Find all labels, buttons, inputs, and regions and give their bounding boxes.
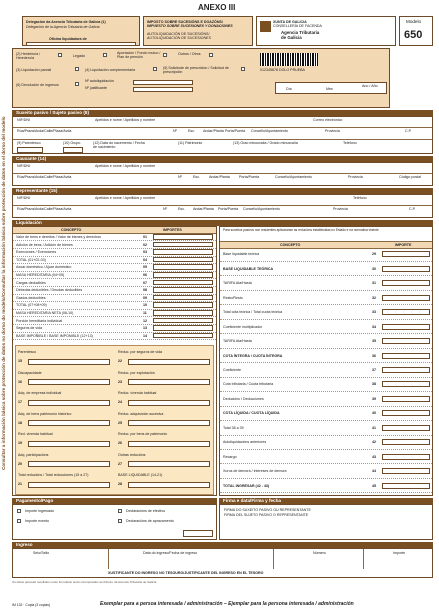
liq-right-row-label: TOTAL INGRESAR (42 - 43) xyxy=(223,483,270,488)
reduction-label: Discapacidade xyxy=(18,370,42,375)
liq-right-row-code: 36 xyxy=(372,353,376,358)
date-box[interactable] xyxy=(275,82,387,94)
liq-left-row-code: 07 xyxy=(143,280,147,285)
liq-right-row-label: Total 38 a 39 xyxy=(223,425,244,430)
reduction-input[interactable] xyxy=(28,482,110,488)
xunta-sub-3: de Galicia xyxy=(281,35,302,40)
liq-right-row xyxy=(220,290,432,305)
reduction-label: Reduc. por explotación xyxy=(118,370,155,375)
liq-right-row-label: BASE LIQUIDABLE TEÓRICA xyxy=(223,266,274,271)
reduction-input[interactable] xyxy=(128,482,210,488)
subject-phone-label: Teléfono xyxy=(343,141,357,145)
liq-right-row-label: Recargo xyxy=(223,454,237,459)
reduction-code: 27 xyxy=(118,461,122,466)
liq-right-row-input[interactable] xyxy=(382,338,430,344)
liq-left-row-label: Axuar doméstico / Ajuar doméstico xyxy=(16,265,72,270)
subject-esc-label: Esc. xyxy=(188,129,195,133)
tax-line-2: IMPUESTO SOBRE SUCESIONES Y DONACIONES xyxy=(147,24,233,28)
subject-group-input[interactable] xyxy=(63,147,83,153)
subject-num-label: Nº xyxy=(173,129,177,133)
option-partial-checkbox[interactable] xyxy=(75,67,79,71)
subject-street-label: Rúa/Praza/Avda/Calle/Plaza/Avda xyxy=(17,129,72,133)
liq-left-row-input[interactable] xyxy=(153,264,213,270)
liq-right-row xyxy=(220,363,432,378)
liq-right-row-label: Deducións / Deducciones xyxy=(223,396,264,401)
liq-left-row-input[interactable] xyxy=(153,302,213,308)
causante-num-label: Nº xyxy=(178,175,182,179)
liq-right-row-input[interactable] xyxy=(382,425,430,431)
liq-left-row-label: MASA HEREDITARIA NETA (06-10) xyxy=(16,311,74,315)
rep-nif-label: NIF/DNI xyxy=(17,196,30,200)
liq-right-row-input[interactable] xyxy=(382,309,430,315)
option-refund-checkbox[interactable] xyxy=(75,82,79,86)
liq-left-row-input[interactable] xyxy=(153,280,213,286)
rep-esc-label: Esc. xyxy=(178,207,185,211)
agency-box xyxy=(22,16,140,46)
rep-door-label: Porta/Puerta xyxy=(218,207,239,211)
reduction-label: Adq. de bens patrimonio histórico xyxy=(18,411,72,416)
signature-line-2: FIRMA DEL SUJETO PASIVO O REPRESENTANTE xyxy=(224,513,309,517)
causante-section-title: Causante (14) xyxy=(12,156,433,162)
liq-right-row-label: Autoliquidacións anteriores xyxy=(223,440,267,445)
liq-left-row-label: MASA HEREDITARIA (04+05) xyxy=(16,273,65,277)
entry-amount-label: Importe xyxy=(393,551,406,555)
pay-opt3-label: Declaracións de efectivo xyxy=(126,509,166,513)
subject-email-label: Correo electrónico xyxy=(313,118,343,122)
representative-box xyxy=(12,194,433,218)
payment-box xyxy=(12,504,217,540)
option-legacy-label: Legado xyxy=(73,54,85,58)
page-title: ANEXO III xyxy=(198,3,236,12)
option-pension-label: Aportación / Fondo mutuo / Plan de pensión xyxy=(117,51,161,59)
liq-left-row-code: 04 xyxy=(143,257,147,262)
reduction-label: Reduc. adquisición sucesiva xyxy=(118,411,164,416)
liq-left-row-code: 14 xyxy=(143,333,147,338)
reduction-label: BASE LIQUIDABLE (14-21) xyxy=(118,473,163,477)
liq-right-row-input[interactable] xyxy=(382,483,430,489)
reduction-code: 16 xyxy=(18,379,22,384)
signature-section-title: Firma e data/Firma y fecha xyxy=(219,498,433,504)
subject-floor-label: Andar/Planta xyxy=(203,129,224,133)
reduction-label: Parentesco xyxy=(18,350,37,354)
pay-opt1-label: Importe ingresado xyxy=(25,509,54,513)
liq-right-row xyxy=(220,334,432,349)
reduction-label: Total reducións / Total reducciones (15 a 27) xyxy=(18,473,89,477)
date-day-label: Día xyxy=(286,87,292,91)
date-month-label: Mes xyxy=(326,87,333,91)
barcode-text: 012345678 DOLO PRUEBA xyxy=(260,68,305,72)
liq-right-row-label: Cota tributaria / Cuota tributaria xyxy=(223,382,274,387)
causante-door-label: Porta/Puerta xyxy=(239,175,260,179)
liq-right-row xyxy=(220,421,432,436)
rep-floor-label: Andar/Planta xyxy=(193,207,214,211)
reduction-label: Adq. participacións xyxy=(18,452,49,457)
office-input[interactable] xyxy=(26,42,136,46)
liq-right-row-code: 39 xyxy=(372,396,376,401)
reduction-label: Outras reducións xyxy=(118,452,146,457)
liq-left-row-code: 12 xyxy=(143,318,147,323)
reduction-input[interactable] xyxy=(128,400,210,406)
subject-section-title: Suxeito pasivo / Sujeto pasivo (8) xyxy=(12,110,433,116)
liq-left-row-code: 09 xyxy=(143,295,147,300)
liq-right-row xyxy=(220,247,432,262)
reduction-input[interactable] xyxy=(28,441,110,447)
subject-patrimony-label: (11) Patrimonio xyxy=(178,141,203,145)
self-line-1: AUTOLIQUIDACIÓN DE SUCESIÓNS/ xyxy=(147,32,210,36)
liq-right-row-code: 33 xyxy=(372,310,376,315)
entry-section-title: Ingreso xyxy=(12,542,433,548)
option-heir-checkbox[interactable] xyxy=(58,53,62,57)
pay-opt4-checkbox[interactable] xyxy=(118,519,122,523)
subject-province-label: Provincia xyxy=(325,129,340,133)
liq-right-row-label: COTA LÍQUIDA / CUOTA LÍQUIDA xyxy=(223,411,280,416)
liq-left-row-label: TOTAL (01+02-03) xyxy=(16,257,46,262)
liq-right-row-input[interactable] xyxy=(382,251,430,257)
xunta-sub-2: Agencia Tributaria xyxy=(281,30,320,35)
reduction-code: 28 xyxy=(118,482,122,486)
liq-right-row-code: 32 xyxy=(372,295,376,300)
liq-right-row-label: Coeficiente xyxy=(223,367,241,372)
entry-date-label: Data do ingreso/Fecha de ingreso xyxy=(143,551,198,555)
liq-right-row xyxy=(220,276,432,291)
liq-right-row-code: 38 xyxy=(372,382,376,387)
barcode xyxy=(260,53,318,66)
payment-amount-input[interactable] xyxy=(183,530,213,537)
model-number: 650 xyxy=(404,29,423,41)
liq-left-row-code: 13 xyxy=(143,326,147,331)
reduction-code: 18 xyxy=(18,420,22,425)
rep-phone-label: Teléfono xyxy=(353,196,367,200)
liquidation-section-title: Liquidación xyxy=(12,220,433,226)
subject-nif-label: NIF/DNI xyxy=(17,118,30,122)
signature-box[interactable] xyxy=(219,504,433,540)
rep-name-label: Apelidos e nome / Apellidos y nombre xyxy=(95,196,156,200)
self-number-input[interactable] xyxy=(133,80,193,85)
liq-right-row-code: 35 xyxy=(372,339,376,344)
receipt-number-label: Nº justificante xyxy=(85,86,107,90)
options-box xyxy=(12,48,390,108)
rep-province-label: Provincia xyxy=(333,207,348,211)
liq-right-row-label: Xuros de demora / Intereses de demora xyxy=(223,469,287,474)
liq-right-row-code: 42 xyxy=(372,440,376,445)
reduction-code: 23 xyxy=(118,379,122,384)
causante-floor-label: Andar/Planta xyxy=(209,175,230,179)
reduction-code: 21 xyxy=(18,482,22,486)
liq-right-row xyxy=(220,377,432,392)
liq-left-row-input[interactable] xyxy=(153,234,213,240)
liq-right-row-input[interactable] xyxy=(382,266,430,272)
reduction-input[interactable] xyxy=(28,461,110,467)
liq-left-row-input[interactable] xyxy=(153,318,213,324)
causante-street-label: Rúa/Praza/Avda/Calle/Plaza/Avda xyxy=(17,175,72,179)
tax-box xyxy=(143,16,253,46)
liq-left-row-label: Porción hereditaria individual xyxy=(16,318,63,323)
liq-right-rows xyxy=(220,247,432,495)
entry-number-label: Número xyxy=(313,551,326,555)
xunta-sub-1: CONSELLERÍA DE FACENDA xyxy=(273,24,322,28)
liq-right-row-code: 45 xyxy=(372,483,376,488)
option-other-checkbox[interactable] xyxy=(209,53,213,57)
reduction-code: 25 xyxy=(118,420,122,425)
subject-council-label: Concello/Ayuntamiento xyxy=(251,129,288,133)
liquidation-right xyxy=(219,226,433,496)
liq-left-row-input[interactable] xyxy=(153,242,213,248)
subject-birth-label: (12) Data do nacemento / Fecha de nacimiento xyxy=(93,141,145,149)
liq-right-row-code: 31 xyxy=(372,281,376,286)
entry-stamp-label: Selo/Sello xyxy=(33,551,50,555)
xunta-box xyxy=(256,16,396,46)
reduction-input[interactable] xyxy=(128,461,210,467)
side-notice xyxy=(1,116,12,480)
liq-right-row-label: Base liquidable teórica xyxy=(223,252,260,257)
pay-opt3-checkbox[interactable] xyxy=(118,509,122,513)
causante-esc-label: Esc. xyxy=(193,175,200,179)
liq-left-row-label: Valor de bens e dereitos / Valor de bienes y derechos xyxy=(16,235,101,239)
reduction-input[interactable] xyxy=(128,420,210,426)
subject-box xyxy=(12,116,433,154)
liquidation-left xyxy=(12,226,217,496)
rep-cp-label: C.P. xyxy=(409,207,416,211)
liq-left-row-label: Seguros de vida xyxy=(16,326,42,331)
liq-right-row-code: 29 xyxy=(372,252,376,257)
reduction-code: 19 xyxy=(18,441,22,445)
liq-left-row-label: Débedas deducibles / Deudas deducibles xyxy=(16,288,83,293)
liq-right-row-input[interactable] xyxy=(382,295,430,301)
option-prescription-label: (5) Solicitude de prescrición / Solicitud de prescripción xyxy=(163,66,229,74)
liq-right-row xyxy=(220,261,432,276)
liq-left-row-input[interactable] xyxy=(153,249,213,255)
agency-line-1: Delegación da Axencia Tributaria de Galicia (1) xyxy=(26,20,106,24)
office-label: Oficina liquidadora de xyxy=(49,37,87,41)
liq-right-intro: Para suxeitos pasivos non residentes aplicaranse as reducións establecidas no Estado e na normativa vixente xyxy=(223,228,379,232)
reduction-label: Red. vivenda habitual xyxy=(18,432,53,436)
self-line-2: AUTOLIQUIDACIÓN DE SUCESIONES xyxy=(147,36,211,40)
liq-left-row xyxy=(13,332,216,340)
liq-left-row-input[interactable] xyxy=(153,310,213,316)
receipt-number-input[interactable] xyxy=(133,87,193,92)
liq-left-row-label: BASE IMPOÑIBLE / BASE IMPONIBLE (12+13) xyxy=(16,333,93,338)
option-refund-label: (6) Devolución de ingresos xyxy=(16,83,59,87)
pay-opt2-checkbox[interactable] xyxy=(17,519,21,523)
liq-right-row-label: Coeficiente multiplicador xyxy=(223,324,263,329)
date-year-label: Ano / Año xyxy=(362,84,378,88)
subject-disability-label: (13) Grao minusvalía / Grado minusvalía xyxy=(233,141,298,145)
liq-right-row xyxy=(220,435,432,450)
liq-right-row-label: TARIFA Ata/Hasta xyxy=(223,281,252,286)
signature-line-1: FIRMA DO SUXEITO PASIVO OU REPRESENTANTE xyxy=(224,508,311,512)
side-notice-text: Consultar a información básica sobre protección de datos no dorso do modelo/Consultar la información básica sobre protección de datos en el dorso del modelo xyxy=(1,116,6,470)
liq-left-row-code: 06 xyxy=(143,273,147,277)
liq-left-row-code: 05 xyxy=(143,265,147,270)
liq-right-row xyxy=(220,464,432,479)
reductions-box xyxy=(15,345,214,495)
liq-left-row-code: 02 xyxy=(143,242,147,247)
liq-right-row-label: Resto/Resto xyxy=(223,295,243,300)
reduction-input[interactable] xyxy=(28,400,110,406)
liq-right-row-code: 34 xyxy=(372,324,376,329)
liq-left-row-code: 03 xyxy=(143,250,147,255)
liq-left-row-input[interactable] xyxy=(153,333,213,339)
footer-code: IM 132 · Copia (3 copias) xyxy=(12,603,51,607)
liq-right-row xyxy=(220,319,432,334)
liq-left-row-label: Cargas deducibles xyxy=(16,280,46,285)
reduction-input[interactable] xyxy=(28,359,110,365)
agency-line-2: Delegación de la Agencia Tributaria de Galicia xyxy=(26,25,100,29)
subject-cp-label: C.P. xyxy=(405,129,412,133)
rep-council-label: Concello/Ayuntamiento xyxy=(243,207,280,211)
causante-council-label: Concello/Ayuntamiento xyxy=(275,175,312,179)
reduction-input[interactable] xyxy=(28,420,110,426)
option-other-label: Outros / Otros xyxy=(178,52,201,56)
xunta-logo-icon xyxy=(260,21,271,32)
reduction-code: 24 xyxy=(118,400,122,404)
liq-right-row-input[interactable] xyxy=(382,324,430,330)
liq-left-row-input[interactable] xyxy=(153,325,213,331)
reduction-label: Reduc. por bens de patrimonio xyxy=(118,432,168,436)
option-partial-label: (3) Liquidación parcial xyxy=(16,68,52,72)
liq-left-row-input[interactable] xyxy=(153,295,213,301)
liq-right-row-code: 41 xyxy=(372,425,376,430)
causante-box xyxy=(12,162,433,186)
liq-right-row-code: 43 xyxy=(372,454,376,459)
liq-right-row-label: TARIFA Ata/Hasta xyxy=(223,339,252,344)
subject-kin-label: (9) Parentesco xyxy=(17,141,41,145)
liq-right-head-amount: IMPORTE xyxy=(395,243,412,247)
rep-street-label: Rúa/Praza/Avda/Calle/Plaza/Avda xyxy=(17,207,72,211)
liq-right-row-code: 37 xyxy=(372,367,376,372)
causante-name-label: Apelidos e nome / Apellidos y nombre xyxy=(95,164,156,168)
reduction-code: 17 xyxy=(18,400,22,404)
liq-right-row-label: Total cota teórica / Total cuota teórica xyxy=(223,310,283,315)
liq-right-row-code: 30 xyxy=(372,266,376,271)
liq-left-row-label: Exenciones / Exenciones xyxy=(16,250,57,255)
causante-nif-label: NIF/DNI xyxy=(17,164,30,168)
rep-num-label: Nº xyxy=(163,207,167,211)
liq-right-row-label: COTA ÍNTEGRA / CUOTA ÍNTEGRA xyxy=(223,353,283,358)
pay-opt1-checkbox[interactable] xyxy=(17,509,21,513)
reduction-input[interactable] xyxy=(128,441,210,447)
reduction-label: Reduc. por seguros de vida xyxy=(118,350,162,354)
liq-right-row xyxy=(220,450,432,465)
liq-left-rows xyxy=(13,233,216,341)
liq-left-row-input[interactable] xyxy=(153,287,213,293)
reduction-code: 26 xyxy=(118,441,122,445)
liq-right-row-input[interactable] xyxy=(382,454,430,460)
subject-kin-input[interactable] xyxy=(17,147,43,153)
reduction-code: 15 xyxy=(18,359,22,363)
liq-right-row-input[interactable] xyxy=(382,396,430,402)
reduction-input[interactable] xyxy=(128,359,210,365)
liq-left-row-input[interactable] xyxy=(153,257,213,263)
causante-province-label: Provincia xyxy=(348,175,363,179)
liq-left-row-code: 08 xyxy=(143,288,147,293)
pay-opt2-label: Importe exento xyxy=(25,519,49,523)
model-label: Modelo xyxy=(406,19,422,24)
liq-left-row-label: Adición de bens / Adición de bienes xyxy=(16,242,73,247)
footer-copy-line: Exemplar para a persoa interesada / administración – Ejemplar para la persona interesada / administración xyxy=(100,601,354,607)
liq-right-row-code: 40 xyxy=(372,411,376,416)
representative-section-title: Representante (15) xyxy=(12,188,433,194)
xunta-name: XUNTA DE GALICIA xyxy=(273,20,307,24)
reduction-input[interactable] xyxy=(28,379,110,385)
liq-left-head-amount: IMPORTES xyxy=(163,228,182,232)
liq-right-row-input[interactable] xyxy=(382,381,430,387)
liq-right-row-input[interactable] xyxy=(382,439,430,445)
liq-right-row-input[interactable] xyxy=(382,410,430,416)
entry-box xyxy=(12,548,433,578)
subject-name-label: Apelidos e nome / Apellidos y nombre xyxy=(95,118,156,122)
liq-left-row-label: Gastos deducibles xyxy=(16,295,46,300)
liq-right-row-input[interactable] xyxy=(382,280,430,286)
liq-left-row-code: 01 xyxy=(143,235,147,239)
liq-left-row-label: TOTAL (07+08+09) xyxy=(16,303,47,308)
liq-right-row-input[interactable] xyxy=(382,353,430,359)
option-complementary-checkbox[interactable] xyxy=(153,67,157,71)
liq-left-head-concept: CONCEPTO xyxy=(61,228,82,232)
reduction-code: 22 xyxy=(118,359,122,363)
subject-door-label: Porta/Puerta xyxy=(225,129,246,133)
liq-right-row-input[interactable] xyxy=(382,367,430,373)
causante-zip-label: Código postal xyxy=(399,175,421,179)
liq-left-row-code: 11 xyxy=(143,311,147,315)
entry-note: XUSTIFICANTE DO INGRESO NO TESOURO/JUSTIFICANTE DEL INGRESO EN EL TESORO xyxy=(108,571,264,575)
liq-left-row-code: 10 xyxy=(143,303,147,308)
liq-right-row-input[interactable] xyxy=(382,468,430,474)
option-complementary-label: (4) Liquidación complementaria xyxy=(85,68,136,72)
option-pension-checkbox[interactable] xyxy=(163,53,167,57)
payment-section-title: Pagamento/Pago xyxy=(12,498,217,504)
liq-right-row-code: 44 xyxy=(372,469,376,474)
self-number-label: Nº autoliquidación xyxy=(85,79,114,83)
option-prescription-checkbox[interactable] xyxy=(241,67,245,71)
reduction-code: 20 xyxy=(18,461,22,466)
liq-right-row xyxy=(220,392,432,407)
option-legacy-checkbox[interactable] xyxy=(103,53,107,57)
model-box xyxy=(399,16,433,46)
reduction-label: Reduc. vivenda habitual xyxy=(118,391,157,395)
footer-legal: Os datos persoais recollidos neste formulario serán incorporados ao ficheiro da Axencia Tributaria de Galicia xyxy=(12,580,157,584)
liq-left-row-input[interactable] xyxy=(153,272,213,278)
pay-opt4-label: Declaracións de aprazamento xyxy=(126,519,174,523)
subject-group-label: (10) Grupo xyxy=(63,141,81,145)
option-heir-label: (2) Herdeiro/a / Heredero/a xyxy=(16,52,41,60)
liq-right-head-concept: CONCEPTO xyxy=(280,243,301,247)
liq-right-row xyxy=(220,479,432,494)
liq-right-row xyxy=(220,348,432,363)
liq-right-row xyxy=(220,406,432,421)
reduction-label: Adq. de empresa individual xyxy=(18,391,62,395)
reduction-input[interactable] xyxy=(128,379,210,385)
tax-line-1: IMPOSTO SOBRE SUCESIÓNS E DOAZÓNS/ xyxy=(147,20,223,24)
liq-right-row xyxy=(220,305,432,320)
